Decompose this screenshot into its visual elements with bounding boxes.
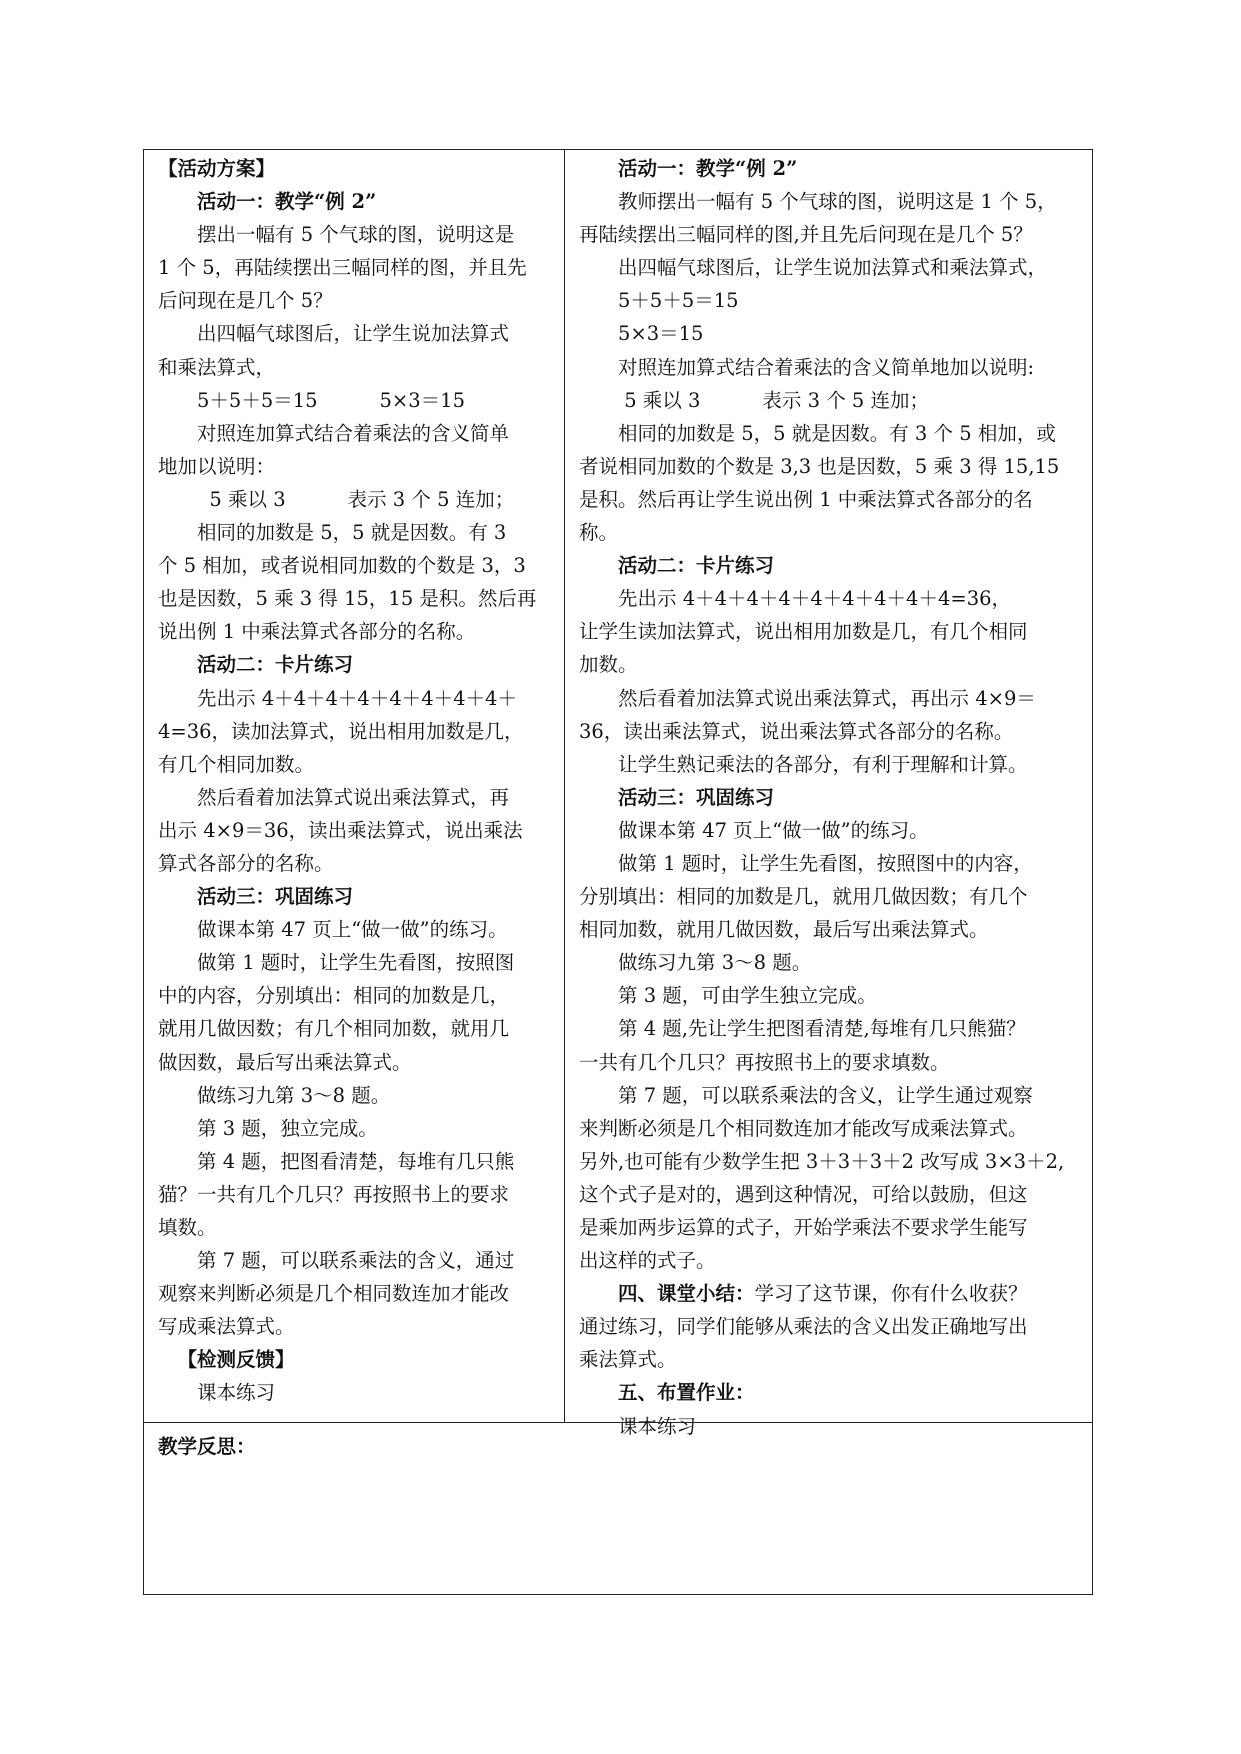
left-text-line: 地加以说明：	[158, 454, 276, 478]
right-text-line: 相同的加数是 5，5 就是因数。有 3 个 5 相加，或	[618, 421, 1056, 445]
right-text-line: 乘法算式。	[579, 1348, 677, 1372]
right-text-line: 课本练习	[618, 1414, 697, 1438]
right-text-line: 第 7 题，可以联系乘法的含义，让学生通过观察	[618, 1083, 1033, 1107]
right-text-line: 来判断必须是几个相同数连加才能改写成乘法算式。	[579, 1116, 1028, 1140]
reflection-title: 教学反思：	[158, 1435, 256, 1458]
left-text-line: 中的内容，分别填出：相同的加数是几，	[158, 984, 510, 1008]
right-text-line: 第 4 题,先让学生把图看清楚,每堆有几只熊猫？	[618, 1017, 1026, 1041]
left-text-line: 做因数，最后写出乘法算式。	[158, 1050, 412, 1074]
right-text-line: 这个式子是对的，遇到这种情况，可给以鼓励，但这	[579, 1182, 1028, 1206]
left-text-line: 做课本第 47 页上“做一做”的练习。	[197, 918, 508, 942]
right-text-line	[579, 1277, 1086, 1310]
left-text-line: 说出例 1 中乘法算式各部分的名称。	[158, 620, 476, 644]
right-text-line: 做练习九第 3～8 题。	[618, 951, 812, 975]
right-text-line: 让学生熟记乘法的各部分，有利于理解和计算。	[618, 752, 1028, 776]
left-text-line: 5 乘以 3 表示 3 个 5 连加；	[197, 487, 515, 511]
left-text-line: 和乘法算式，	[158, 355, 276, 379]
right-text-line: 5 乘以 3 表示 3 个 5 连加；	[618, 388, 930, 412]
left-text-line: 算式各部分的名称。	[158, 851, 334, 875]
left-text-line: 也是因数，5 乘 3 得 15，15 是积。然后再	[158, 587, 537, 611]
right-text-line: 活动二：卡片练习	[618, 554, 775, 578]
right-text-line: 另外,也可能有少数学生把 3＋3＋3＋2 改写成 3×3＋2,	[579, 1149, 1065, 1173]
right-text-line: 出四幅气球图后，让学生说加法算式和乘法算式，	[618, 256, 1048, 280]
right-text-line: 第 3 题，可由学生独立完成。	[618, 984, 877, 1008]
summary-heading: 四、课堂小结：	[618, 1282, 755, 1306]
left-text-line: 相同的加数是 5，5 就是因数。有 3	[197, 521, 507, 545]
left-text-line: 写成乘法算式。	[158, 1315, 295, 1339]
left-text-line: 活动二：卡片练习	[197, 653, 354, 677]
right-text-line: 然后看着加法算式说出乘法算式，再出示 4×9＝	[618, 686, 1036, 710]
left-text-line: 猫？一共有几个几只？再按照书上的要求	[158, 1182, 510, 1206]
right-text-line: 相同加数，就用几做因数，最后写出乘法算式。	[579, 918, 989, 942]
right-text-line: 5×3＝15	[618, 322, 704, 346]
left-text-line: 然后看着加法算式说出乘法算式，再	[197, 785, 510, 809]
left-text-line: 课本练习	[197, 1381, 276, 1405]
left-text-line: 4=36，读加法算式，说出相用加数是几，	[158, 719, 524, 743]
right-text-line: 称。	[579, 521, 619, 545]
left-text-line: 第 7 题，可以联系乘法的含义，通过	[197, 1249, 515, 1273]
right-text-line: 一共有几个几只？再按照书上的要求填数。	[579, 1050, 950, 1074]
left-text-line: 5＋5＋5＝15 5×3＝15	[197, 388, 465, 412]
left-text-line: 做第 1 题时，让学生先看图，按照图	[197, 951, 515, 975]
right-text-line: 通过练习，同学们能够从乘法的含义出发正确地写出	[579, 1315, 1028, 1339]
left-text-line: 就用几做因数；有几个相同加数，就用几	[158, 1017, 510, 1041]
left-text-line: 填数。	[158, 1216, 217, 1239]
left-text-line: 【活动方案】	[158, 157, 276, 180]
right-text-line: 5＋5＋5＝15	[618, 289, 739, 313]
left-text-line: 摆出一幅有 5 个气球的图，说明这是	[197, 223, 515, 247]
right-text-line: 者说相同加数的个数是 3,3 也是因数，5 乘 3 得 15,15	[579, 454, 1060, 478]
activity-plan-column	[144, 150, 565, 1422]
right-text-line: 加数。	[579, 653, 638, 677]
left-text-line: 对照连加算式结合着乘法的含义简单	[197, 421, 510, 445]
right-text-line: 是积。然后再让学生说出例 1 中乘法算式各部分的名	[579, 487, 1033, 511]
right-text-line: 活动三：巩固练习	[618, 785, 775, 809]
right-text-line: 活动一：教学“例 2”	[618, 157, 798, 180]
left-text-line: 1 个 5，再陆续摆出三幅同样的图，并且先	[158, 256, 527, 280]
left-text-line: 活动三：巩固练习	[197, 885, 354, 909]
left-text-line: 【检测反馈】	[177, 1348, 295, 1372]
right-text-line: 做课本第 47 页上“做一做”的练习。	[618, 818, 929, 842]
right-text-line: 做第 1 题时，让学生先看图，按照图中的内容，	[618, 851, 1033, 875]
right-text-line: 36，读出乘法算式，说出乘法算式各部分的名称。	[579, 719, 1014, 743]
right-text-line: 教师摆出一幅有 5 个气球的图，说明这是 1 个 5，	[618, 190, 1057, 214]
left-text-line: 后问现在是几个 5？	[158, 289, 333, 313]
left-text-line: 出四幅气球图后，让学生说加法算式	[197, 322, 510, 346]
right-text-line: 让学生读加法算式，说出相用加数是几，有几个相同	[579, 620, 1028, 644]
left-text-line: 有几个相同加数。	[158, 752, 315, 776]
left-text-line: 第 3 题，独立完成。	[197, 1116, 378, 1140]
left-text-line: 第 4 题，把图看清楚，每堆有几只熊	[197, 1149, 515, 1173]
left-text-line: 做练习九第 3～8 题。	[197, 1083, 391, 1107]
right-text-line: 五、布置作业：	[618, 1381, 755, 1405]
right-text-line: 再陆续摆出三幅同样的图,并且先后问现在是几个 5？	[579, 223, 1033, 247]
left-text-line: 观察来判断必须是几个相同数连加才能改	[158, 1282, 510, 1306]
left-text-line: 先出示 4＋4＋4＋4＋4＋4＋4＋4＋	[197, 686, 517, 710]
left-text-line: 个 5 相加，或者说相同加数的个数是 3，3	[158, 554, 526, 578]
right-text-line: 对照连加算式结合着乘法的含义简单地加以说明:	[618, 355, 1035, 379]
right-text-line: 出这样的式子。	[579, 1249, 716, 1273]
right-text-line: 是乘加两步运算的式子，开始学乘法不要求学生能写	[579, 1216, 1028, 1239]
right-text-line: 先出示 4＋4＋4＋4＋4＋4＋4＋4＋4=36，	[618, 587, 1012, 611]
left-text-line: 出示 4×9＝36，读出乘法算式，说出乘法	[158, 818, 523, 842]
lesson-plan-table	[143, 149, 1093, 1595]
right-text-line: 分别填出：相同的加数是几，就用几做因数；有几个	[579, 885, 1028, 909]
teaching-reflection-section	[144, 1422, 1092, 1594]
teaching-process-column	[565, 150, 1092, 1438]
left-text-line: 活动一：教学“例 2”	[197, 190, 377, 214]
summary-text: 学习了这节课，你有什么收获？	[754, 1282, 1028, 1306]
